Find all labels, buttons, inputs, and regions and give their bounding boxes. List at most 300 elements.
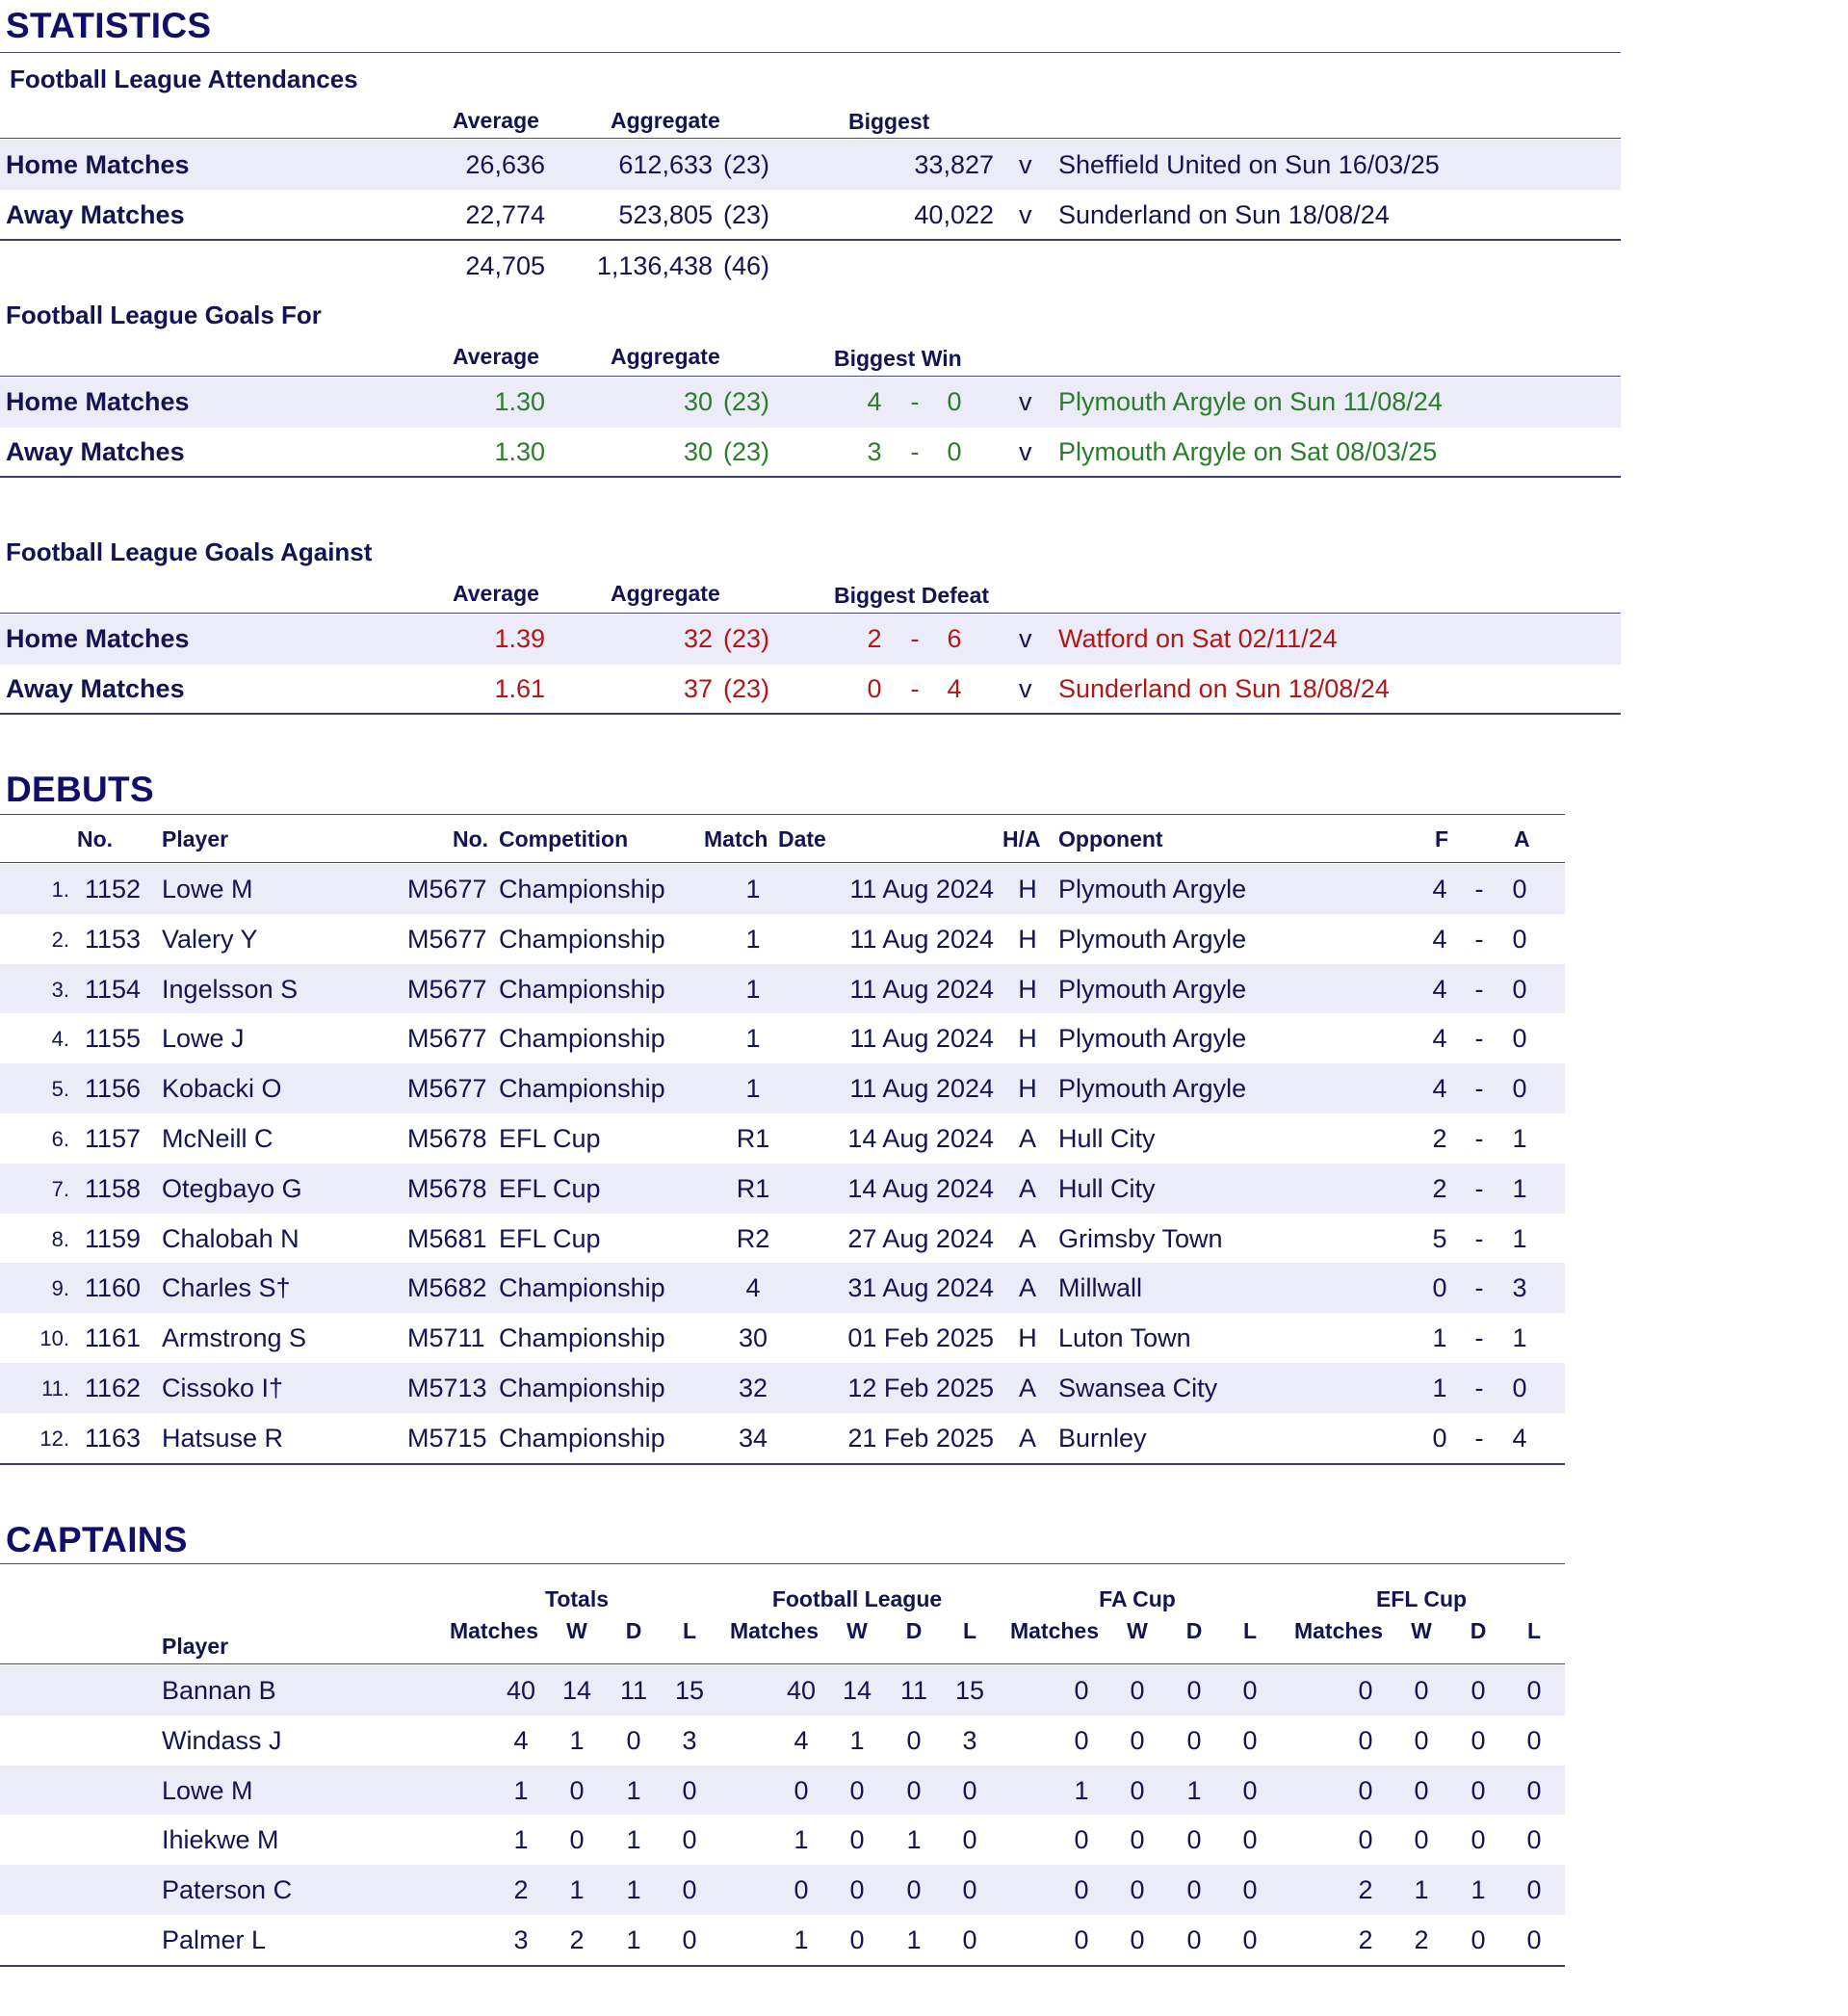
stat-value: 0 [626,1725,641,1755]
stat-value: 4 [794,1725,809,1755]
stat-value: 0 [1358,1725,1373,1755]
match-number: M5713 [407,1374,487,1402]
match-date: 11 Aug 2024 [849,875,994,903]
home-away: A [1018,1374,1036,1402]
match-date: 11 Aug 2024 [849,924,994,954]
header-no: No. [77,826,114,851]
captain-name: Lowe M [162,1775,253,1805]
match-count: (23) [723,150,770,179]
score-dash: - [1474,1074,1484,1104]
aggregate-value: 37 [683,674,713,703]
stat-value: 0 [1074,1725,1089,1755]
attendance-aggregate-header: Aggregate [611,108,720,133]
stat-value: 0 [1130,1875,1145,1905]
divider [0,862,1565,863]
player-name: Ingelsson S [162,974,299,1004]
home-away: A [1018,1173,1036,1203]
stat-value: 0 [1242,1725,1258,1755]
goals-against: 4 [1512,1423,1527,1453]
competition: Championship [499,1273,665,1303]
stat-value: 0 [569,1775,585,1805]
biggest-detail: Plymouth Argyle on Sun 11/08/24 [1058,387,1443,416]
stat-value: 0 [1186,1676,1202,1705]
stat-value: 0 [1526,1825,1542,1855]
row-index: 5. [51,1077,69,1102]
match-round: 1 [745,974,761,1004]
stat-value: 0 [794,1875,809,1905]
goals-for: 4 [1432,924,1447,954]
divider [0,1965,1565,1967]
goals-for: 4 [1432,974,1447,1004]
home-away: H [1018,1074,1037,1104]
competition: Championship [499,875,665,903]
opponent: Plymouth Argyle [1058,974,1247,1004]
row-label: Home Matches [6,624,190,653]
header-ha: H/A [1002,826,1041,851]
score-dash: - [1474,1124,1484,1153]
stat-value: 1 [513,1775,529,1805]
stat-value: 1 [626,1875,641,1905]
match-count: (23) [723,674,770,703]
stat-value: 0 [1414,1825,1429,1855]
match-number: M5677 [407,1024,487,1054]
match-number: M5681 [407,1223,487,1253]
match-number: M5678 [407,1173,487,1203]
home-away: H [1018,875,1037,903]
row-index: 12. [39,1426,69,1451]
player-number: 1160 [85,1273,142,1303]
total-count: (46) [723,251,770,280]
stat-value: 40 [506,1676,536,1705]
stat-value: 0 [1130,1925,1145,1954]
stat-value: 1 [1414,1875,1429,1905]
sub-header: D [1470,1618,1487,1643]
sub-header: L [962,1618,977,1643]
stat-value: 0 [906,1875,922,1905]
versus-label: v [1019,387,1032,416]
opponent: Burnley [1058,1423,1147,1453]
divider [0,613,1621,614]
stat-value: 0 [1471,1825,1486,1855]
stat-value: 1 [794,1925,809,1954]
player-name: Valery Y [162,924,258,954]
stat-value: 0 [1414,1676,1429,1705]
biggest-detail: Plymouth Argyle on Sat 08/03/25 [1058,437,1438,466]
player-name: McNeill C [162,1124,273,1153]
stat-value: 0 [1130,1825,1145,1855]
sub-header: D [905,1618,923,1643]
stat-value: 1 [1186,1775,1202,1805]
group-header: Football League [771,1586,943,1611]
player-name: Armstrong S [162,1323,307,1353]
stat-value: 0 [849,1925,865,1954]
row-index: 11. [41,1376,69,1401]
competition: Championship [499,1374,665,1402]
stat-value: 0 [962,1825,977,1855]
goals-against: 1 [1512,1323,1527,1353]
average-value: 26,636 [465,150,545,179]
divider [0,1663,1565,1664]
goals-for: 4 [1432,1074,1447,1104]
aggregate-value: 612,633 [618,150,713,179]
match-date: 21 Feb 2025 [847,1423,994,1453]
stat-value: 14 [561,1676,592,1705]
versus-label: v [1019,674,1032,703]
home-away: H [1018,1323,1037,1353]
goals-for: 2 [1432,1173,1447,1203]
sub-header: W [566,1618,587,1643]
home-away: A [1018,1423,1036,1453]
player-number: 1152 [85,875,142,903]
opponent: Plymouth Argyle [1058,1024,1247,1054]
stat-value: 0 [1074,1676,1089,1705]
goals-against: 0 [1512,924,1527,954]
divider [0,239,1621,241]
header-opponent: Opponent [1058,826,1163,851]
score-dash: - [1474,1223,1484,1253]
stat-value: 0 [1130,1725,1145,1755]
competition: EFL Cup [499,1173,601,1203]
score-dash: - [1474,924,1484,954]
score-dash: - [1474,1024,1484,1054]
stat-value: 0 [849,1825,865,1855]
row-index: 8. [51,1226,69,1251]
match-number: M5711 [407,1323,485,1353]
total-average: 24,705 [465,251,545,280]
player-name: Chalobah N [162,1223,299,1253]
competition: EFL Cup [499,1124,601,1153]
captain-name: Ihiekwe M [162,1825,279,1855]
goals-against: 0 [1512,1074,1527,1104]
match-round: 1 [745,1074,761,1104]
match-date: 14 Aug 2024 [847,1124,994,1153]
match-number: M5715 [407,1423,487,1453]
goals-against: 0 [1512,875,1527,903]
stat-value: 0 [1526,1725,1542,1755]
sub-header: L [682,1618,697,1643]
competition: Championship [499,924,665,954]
row-index: 3. [51,977,69,1002]
sub-header: W [1411,1618,1432,1643]
stat-value: 0 [1130,1676,1145,1705]
average-value: 22,774 [465,200,545,229]
header-f: F [1435,826,1449,851]
biggest-value: 40,022 [914,200,994,229]
score-dash: - [1474,1273,1484,1303]
match-count: (23) [723,200,770,229]
stat-value: 15 [674,1676,705,1705]
score-dash: - [1474,1423,1484,1453]
divider [0,1563,1565,1564]
row-index: 4. [51,1027,69,1052]
stat-value: 0 [1186,1825,1202,1855]
captain-name: Paterson C [162,1875,293,1905]
stat-value: 1 [849,1725,865,1755]
stat-value: 0 [1242,1875,1258,1905]
opponent: Plymouth Argyle [1058,875,1247,903]
stat-value: 1 [569,1875,585,1905]
goals-against: 1 [1512,1124,1527,1153]
opponent: Millwall [1058,1273,1142,1303]
match-date: 11 Aug 2024 [849,1024,994,1054]
stat-value: 0 [1471,1775,1486,1805]
match-round: R1 [736,1173,770,1203]
row-index: 9. [51,1276,69,1301]
row-band [0,615,1621,665]
aggregate-value: 30 [683,387,713,416]
player-number: 1156 [85,1074,142,1104]
versus-label: v [1019,200,1032,229]
match-date: 12 Feb 2025 [847,1374,994,1402]
match-date: 27 Aug 2024 [847,1223,994,1253]
stat-value: 2 [1358,1875,1373,1905]
opponent: Luton Town [1058,1323,1191,1353]
stat-value: 0 [1186,1925,1202,1954]
goals-for: 1 [1432,1323,1447,1353]
score-dash: - [1474,1323,1484,1353]
row-index: 6. [51,1127,69,1151]
stat-value: 3 [962,1725,977,1755]
stat-value: 0 [962,1925,977,1954]
stat-value: 2 [513,1875,529,1905]
stat-value: 2 [1358,1925,1373,1954]
player-name: Charles S† [162,1273,291,1303]
header-match-no: No. [453,826,489,851]
aggregate-value: 523,805 [618,200,713,229]
goals-for-biggest-header: Biggest Win [834,346,962,371]
biggest-detail: Watford on Sat 02/11/24 [1058,624,1338,653]
match-round: 30 [738,1323,768,1353]
group-header: EFL Cup [1375,1586,1468,1611]
score-for: 0 [867,674,882,703]
score-for: 4 [867,387,882,416]
stat-value: 0 [569,1825,585,1855]
match-date: 01 Feb 2025 [847,1323,994,1353]
home-away: H [1018,974,1037,1004]
match-round: R2 [736,1223,770,1253]
match-count: (23) [723,387,770,416]
biggest-value: 33,827 [914,150,994,179]
versus-label: v [1019,624,1032,653]
captain-name: Palmer L [162,1925,267,1954]
goals-for-aggregate-header: Aggregate [611,344,720,369]
header-match: Match [704,826,768,851]
competition: Championship [499,974,665,1004]
opponent: Hull City [1058,1173,1156,1203]
stat-value: 1 [569,1725,585,1755]
captain-name: Windass J [162,1725,282,1755]
biggest-detail: Sunderland on Sun 18/08/24 [1058,200,1390,229]
stat-value: 1 [794,1825,809,1855]
home-away: H [1018,924,1037,954]
divider [0,52,1621,53]
player-name: Lowe M [162,875,253,903]
aggregate-value: 30 [683,437,713,466]
total-aggregate: 1,136,438 [596,251,713,280]
competition: EFL Cup [499,1223,601,1253]
match-number: M5677 [407,875,487,903]
average-value: 1.61 [494,674,545,703]
stat-value: 0 [682,1775,697,1805]
player-name: Hatsuse R [162,1423,284,1453]
goals-against: 0 [1512,974,1527,1004]
stat-value: 0 [1186,1875,1202,1905]
player-name: Kobacki O [162,1074,282,1104]
row-label: Away Matches [6,200,185,229]
opponent: Plymouth Argyle [1058,924,1247,954]
stat-value: 0 [906,1775,922,1805]
stat-value: 15 [954,1676,985,1705]
average-value: 1.39 [494,624,545,653]
goals-against-average-header: Average [453,581,539,606]
goals-against: 1 [1512,1173,1527,1203]
match-count: (23) [723,437,770,466]
stat-value: 1 [513,1825,529,1855]
attendance-biggest-header: Biggest [848,109,930,134]
player-number: 1161 [85,1323,142,1353]
stat-value: 0 [1471,1725,1486,1755]
player-number: 1153 [85,924,142,954]
divider [0,1463,1565,1465]
score-dash: - [910,674,920,703]
goals-for: 0 [1432,1273,1447,1303]
header-player: Player [162,826,229,851]
score-against: 4 [947,674,962,703]
stat-value: 1 [906,1925,922,1954]
stat-value: 40 [786,1676,817,1705]
stat-value: 0 [1471,1676,1486,1705]
player-number: 1155 [85,1024,142,1054]
statistics-title: STATISTICS [6,6,212,45]
score-dash: - [910,437,920,466]
biggest-detail: Sheffield United on Sun 16/03/25 [1058,150,1440,179]
stat-value: 0 [962,1775,977,1805]
sub-header: Matches [1009,1618,1100,1643]
row-index: 2. [51,927,69,952]
stat-value: 0 [1074,1875,1089,1905]
row-index: 10. [39,1326,69,1351]
stat-value: 0 [1242,1676,1258,1705]
match-round: 1 [745,924,761,954]
stat-value: 0 [1186,1725,1202,1755]
group-header: Totals [544,1586,610,1611]
player-number: 1157 [85,1124,142,1153]
opponent: Hull City [1058,1124,1156,1153]
match-round: 34 [738,1423,768,1453]
header-date: Date [778,826,826,851]
stat-value: 0 [1242,1775,1258,1805]
stat-value: 0 [1526,1875,1542,1905]
competition: Championship [499,1323,665,1353]
row-label: Home Matches [6,150,190,179]
divider [0,476,1621,478]
stat-value: 0 [849,1875,865,1905]
stat-value: 0 [682,1925,697,1954]
sub-header: D [1185,1618,1203,1643]
player-name: Lowe J [162,1024,245,1054]
match-number: M5677 [407,1074,487,1104]
match-date: 11 Aug 2024 [849,1074,994,1104]
match-round: R1 [736,1124,770,1153]
stat-value: 0 [1526,1676,1542,1705]
score-dash: - [910,387,920,416]
match-round: 1 [745,1024,761,1054]
opponent: Plymouth Argyle [1058,1074,1247,1104]
player-name: Cissoko I† [162,1374,284,1402]
stat-value: 11 [899,1676,928,1705]
stat-value: 0 [1414,1725,1429,1755]
goals-for: 0 [1432,1423,1447,1453]
home-away: H [1018,1024,1037,1054]
score-dash: - [1474,1173,1484,1203]
average-value: 1.30 [494,387,545,416]
row-index: 1. [51,877,69,902]
player-name: Otegbayo G [162,1173,302,1203]
versus-label: v [1019,150,1032,179]
goals-against: 0 [1512,1024,1527,1054]
match-round: 32 [738,1374,768,1402]
match-number: M5677 [407,924,487,954]
attendance-average-header: Average [453,108,539,133]
goals-against: 3 [1512,1273,1527,1303]
match-date: 14 Aug 2024 [847,1173,994,1203]
row-label: Home Matches [6,387,190,416]
sub-header: Matches [449,1618,539,1643]
goals-against-title: Football League Goals Against [6,537,373,566]
captains-title: CAPTAINS [6,1520,188,1559]
match-number: M5682 [407,1273,487,1303]
match-count: (23) [723,624,770,653]
player-number: 1163 [85,1423,142,1453]
goals-for: 5 [1432,1223,1447,1253]
opponent: Swansea City [1058,1374,1218,1402]
score-against: 0 [947,387,962,416]
stat-value: 0 [1074,1825,1089,1855]
stat-value: 0 [1526,1925,1542,1954]
sub-header: W [1127,1618,1148,1643]
stat-value: 3 [682,1725,697,1755]
stat-value: 0 [1074,1925,1089,1954]
stat-value: 1 [906,1825,922,1855]
sub-header: W [846,1618,868,1643]
goals-against-aggregate-header: Aggregate [611,581,720,606]
stat-value: 1 [1471,1875,1486,1905]
attendance-title: Football League Attendances [10,65,358,93]
sub-header: Matches [1293,1618,1384,1643]
header-a: A [1514,826,1530,851]
row-index: 7. [51,1176,69,1201]
stat-value: 0 [1358,1825,1373,1855]
stat-value: 0 [1358,1676,1373,1705]
versus-label: v [1019,437,1032,466]
stat-value: 0 [1242,1825,1258,1855]
home-away: A [1018,1223,1036,1253]
divider [0,713,1621,715]
average-value: 1.30 [494,437,545,466]
goals-for: 1 [1432,1374,1447,1402]
player-number: 1159 [85,1223,142,1253]
stat-value: 0 [1414,1775,1429,1805]
biggest-detail: Sunderland on Sun 18/08/24 [1058,674,1390,703]
match-date: 11 Aug 2024 [849,974,994,1004]
match-round: 4 [745,1273,761,1303]
goals-against: 1 [1512,1223,1527,1253]
competition: Championship [499,1423,665,1453]
match-number: M5678 [407,1124,487,1153]
goals-for-average-header: Average [453,344,539,369]
stat-value: 1 [1074,1775,1089,1805]
score-against: 6 [947,624,962,653]
